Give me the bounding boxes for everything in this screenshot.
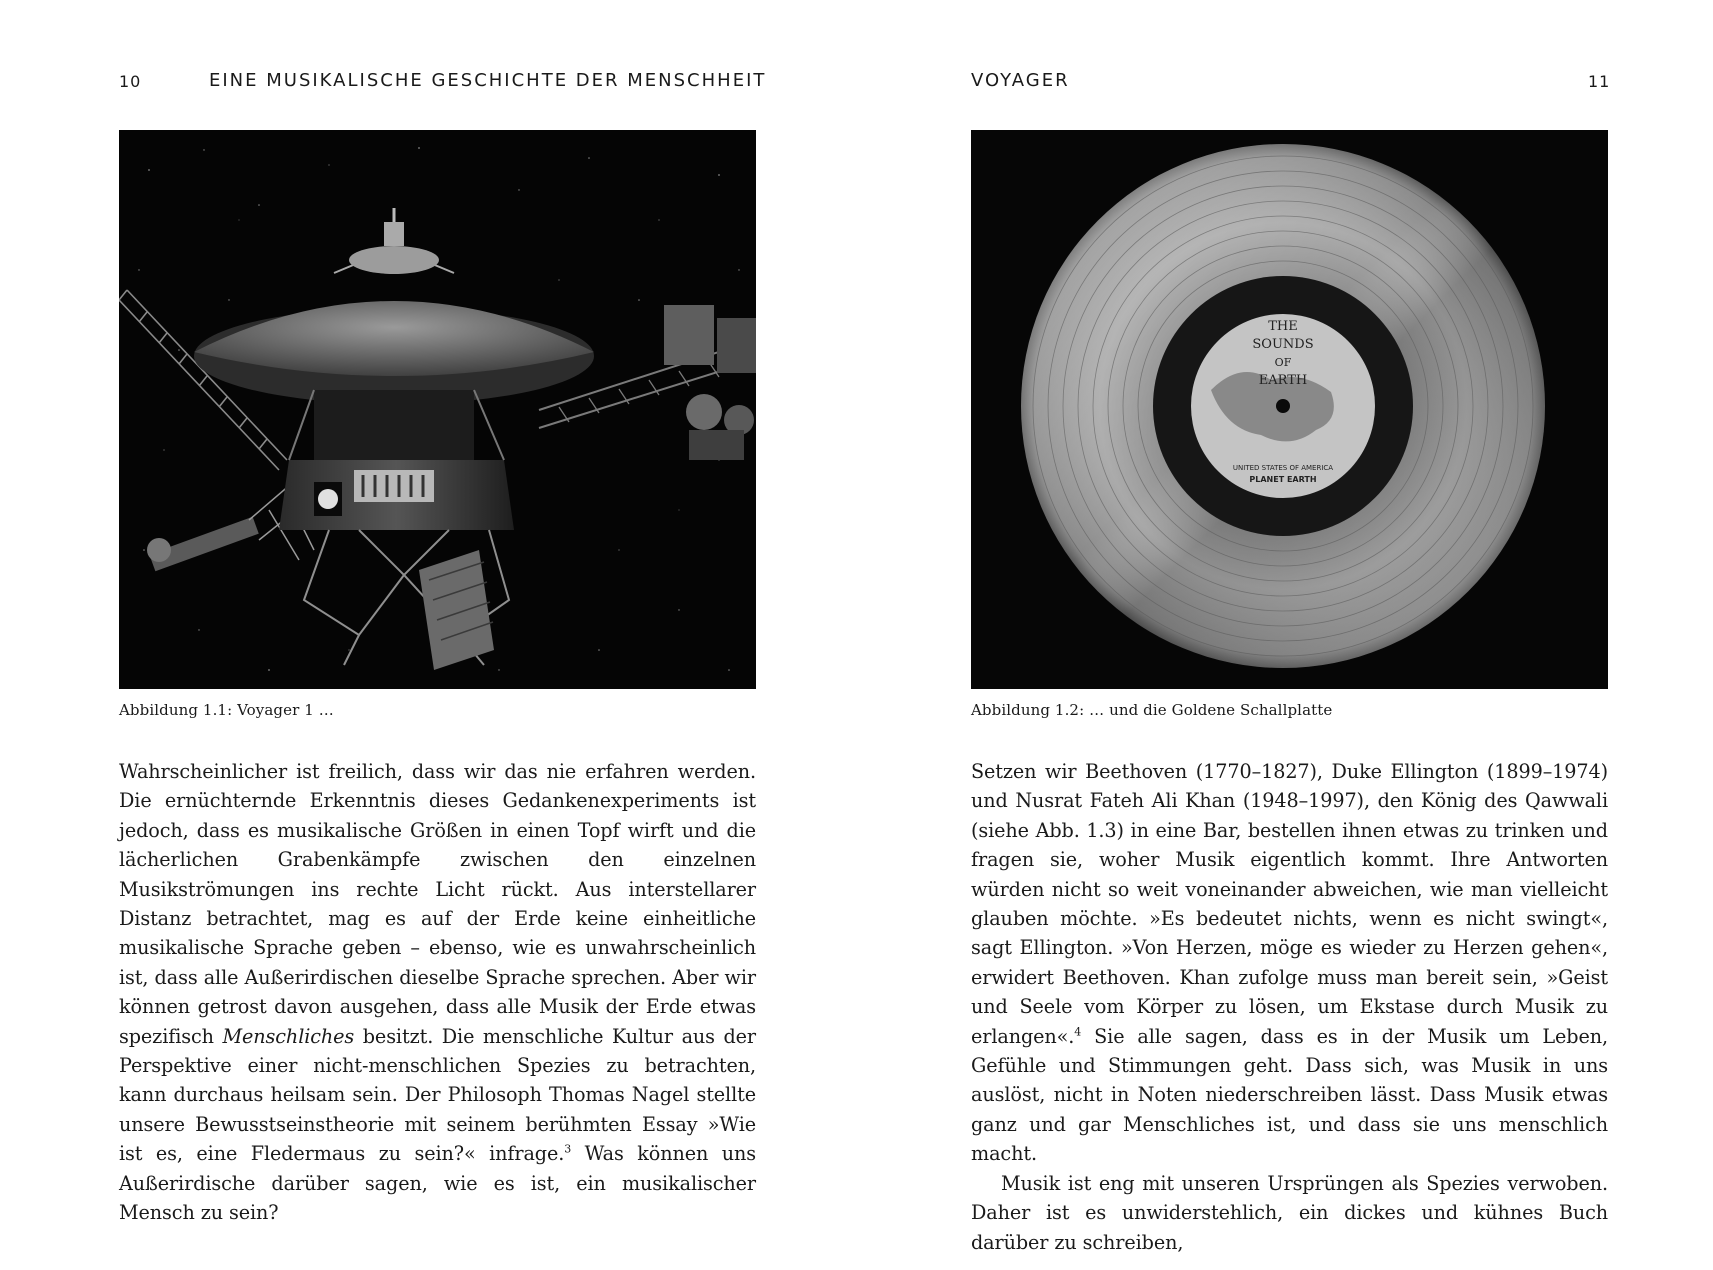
paragraph xyxy=(119,757,756,1228)
page-number-right: 11 xyxy=(1588,72,1611,91)
paragraph-1 xyxy=(971,757,1608,1169)
label-planet: PLANET EARTH xyxy=(1249,475,1317,484)
page-number-left: 10 xyxy=(119,72,142,91)
running-head-right: VOYAGER xyxy=(971,70,1070,91)
emphasis-menschliches: Menschliches xyxy=(222,1024,355,1048)
label-title-the: THE xyxy=(1268,319,1298,334)
footnote-ref-4[interactable]: 4 xyxy=(1074,1025,1082,1039)
label-country: UNITED STATES OF AMERICA xyxy=(1232,464,1334,472)
paragraph-text-2: besitzt. Die menschliche Kultur aus der Perspektive einer nicht-menschlichen Spezies zu betrachten, kann durchaus heilsam sein. Der Philosoph Thomas Nagel stellte unsere Bewusstseinstheorie mit seinem berühmten Essay »Wie ist es, eine Fledermaus zu sein?« infrage. xyxy=(119,1024,756,1166)
paragraph-1-text-2: Sie alle sagen, dass es in der Musik um Leben, Gefühle und Stimmungen geht. Dass sich, was Musik in uns auslöst, nicht in Noten niederschreiben lässt. Dass Musik etwas ganz und gar Menschliches ist, und dass sie uns menschlich macht. xyxy=(971,1024,1608,1166)
footnote-ref-3[interactable]: 3 xyxy=(564,1142,572,1156)
paragraph-text-3: Was können uns Außerirdische darüber sagen, wie es ist, ein musikalischer Mensch zu sein? xyxy=(119,1142,756,1225)
label-title-of: OF xyxy=(1274,356,1292,369)
paragraph-text-1: Wahrscheinlicher ist freilich, dass wir das nie erfahren werden. Die ernüchternde Erkenntnis dieses Gedankenexperiments ist jedoch, dass es musikalische Größen in einen Topf wirft und die lächerlichen Grabenkämpfe zwischen den einzelnen Musikströmungen ins rechte Licht rückt. Aus interstellarer Distanz betrachtet, mag es auf der Erde keine einheitliche musikalische Sprache geben – ebenso, wie es unwahrscheinlich ist, dass alle Außerirdischen dieselbe Sprache sprechen. Aber wir können getrost davon ausgehen, dass alle Musik der Erde etwas spezifisch xyxy=(119,760,756,1048)
left-page xyxy=(0,0,856,1270)
label-title-earth: EARTH xyxy=(1258,373,1308,388)
figure-voyager-spacecraft xyxy=(119,130,756,689)
label-title-sounds: SOUNDS xyxy=(1252,337,1314,352)
paragraph-1-text-1: Setzen wir Beethoven (1770–1827), Duke Ellington (1899–1974) und Nusrat Fateh Ali Khan (1948–1997), den König des Qawwali (siehe Abb. 1.3) in eine Bar, bestellen ihnen etwas zu trinken und fragen sie, woher Musik eigentlich kommt. Ihre Antworten würden nicht so weit voneinander abweichen, wie man vielleicht glauben möchte. »Es bedeutet nichts, wenn es nicht swingt«, sagt Ellington. »Von Herzen, möge es wieder zu Herzen gehen«, erwidert Beethoven. Khan zufolge muss man bereit sein, »Geist und Seele vom Körper zu lösen, um Ekstase durch Musik zu erlangen«. xyxy=(971,760,1608,1048)
right-page xyxy=(857,0,1713,1270)
figure-caption-left: Abbildung 1.1: Voyager 1 … xyxy=(119,701,334,719)
body-text-left xyxy=(119,757,756,1228)
record-spindle-hole xyxy=(1276,399,1290,413)
golden-record-photo xyxy=(971,130,1608,689)
voyager-spacecraft-illustration xyxy=(119,130,756,689)
body-text-right xyxy=(971,757,1608,1257)
figure-caption-right: Abbildung 1.2: … und die Goldene Schallplatte xyxy=(971,701,1333,719)
paragraph-2: Musik ist eng mit unseren Ursprüngen als Spezies verwoben. Daher ist es unwiderstehlich, ein dickes und kühnes Buch darüber zu schreiben, xyxy=(971,1171,1608,1254)
running-head-left: EINE MUSIKALISCHE GESCHICHTE DER MENSCHHEIT xyxy=(209,70,767,91)
figure-golden-record xyxy=(971,130,1608,689)
